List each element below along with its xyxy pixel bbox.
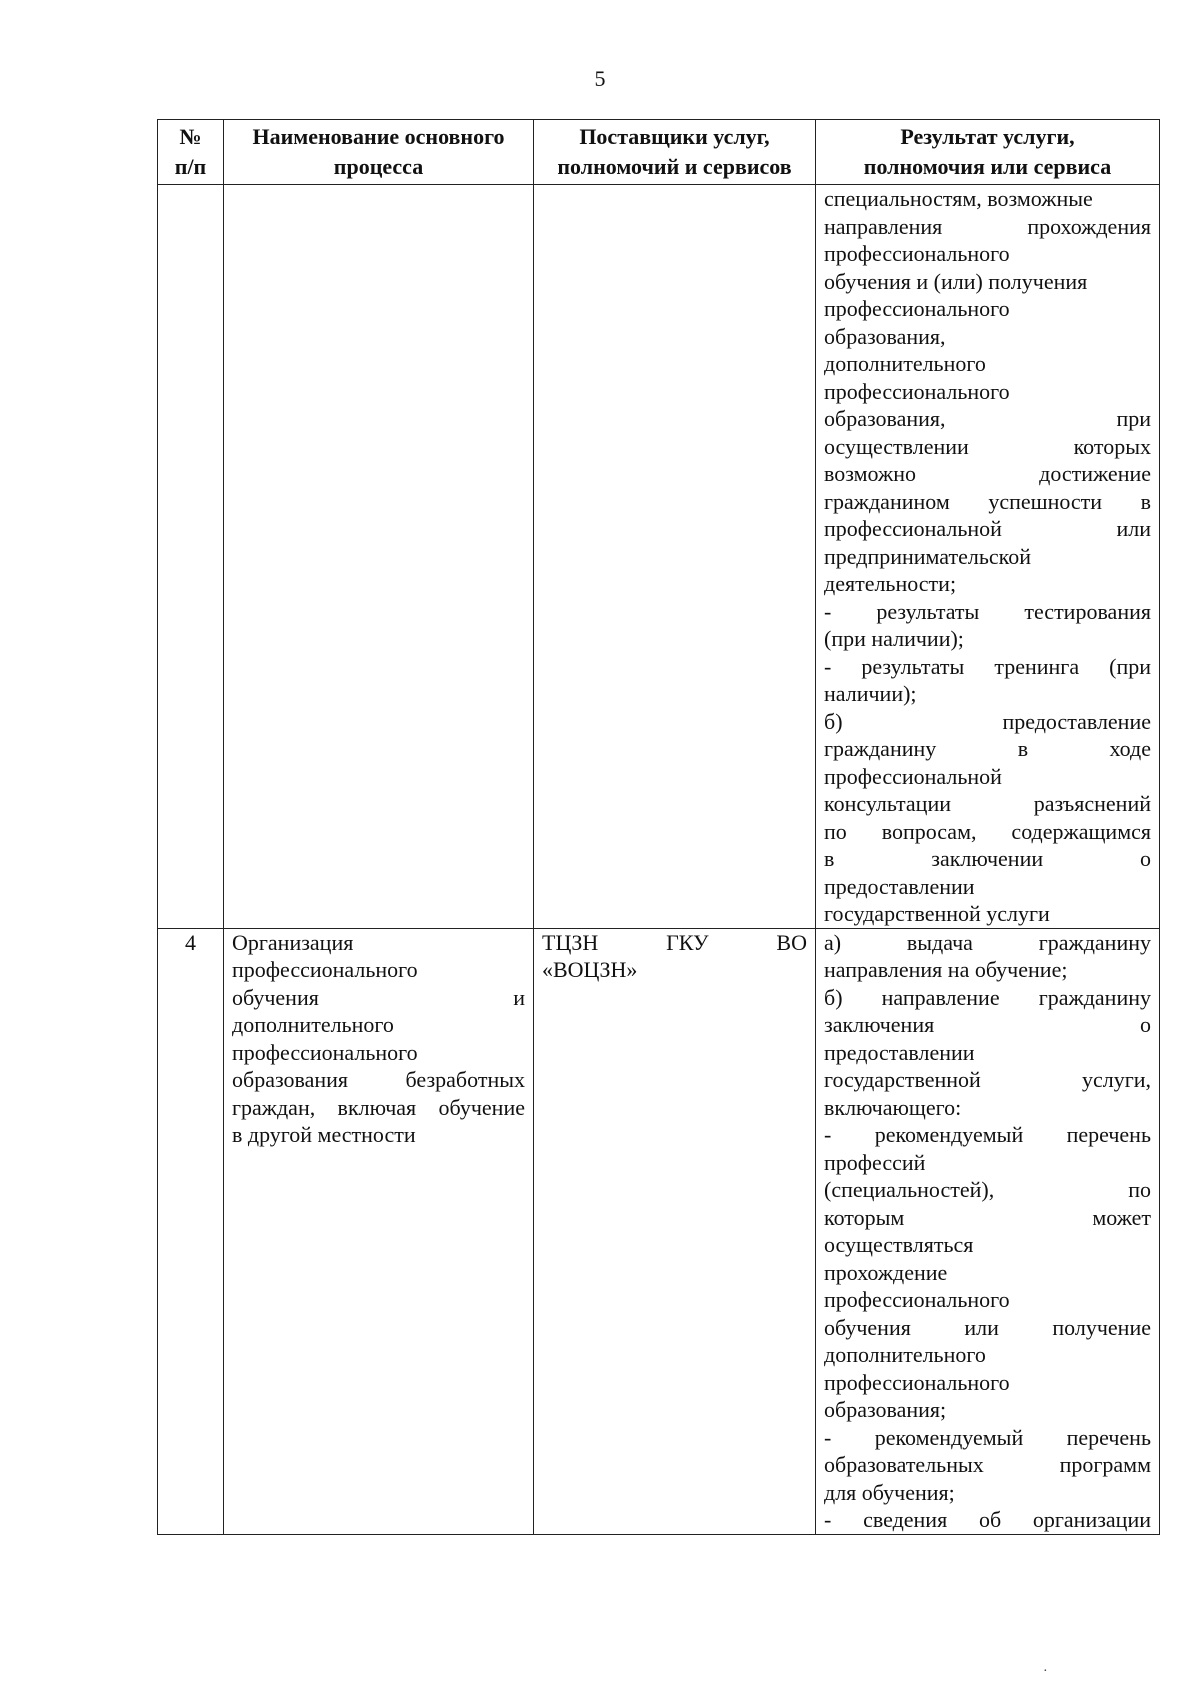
cell-provider-empty: [534, 185, 816, 929]
table-row-continuation: [158, 185, 1160, 929]
cell-process-empty: [224, 185, 534, 929]
cell-provider-4: ТЦЗН ГКУ ВО «ВОЦЗН»: [534, 928, 816, 1534]
header-process: Наименование основного процесса: [224, 120, 534, 185]
table-header-row: [158, 120, 1160, 185]
process-table: [157, 119, 1160, 1535]
header-num: № п/п: [158, 120, 224, 185]
cell-result-4: а) выдача гражданину направления на обучение; б) направление гражданину заключения о предоставлении государственной услуги, включающего: - рекомендуемый перечень профессий (специальностей), по которым может осуществляться прохождение профессионального обучения или получение дополнительного профессионального образования; - рекомендуемый перечень образовательных программ для обучения; - сведения об организации: [816, 928, 1160, 1534]
table-row-4: [158, 928, 1160, 1534]
cell-num-4: 4: [158, 928, 224, 1534]
header-result: Результат услуги, полномочия или сервиса: [816, 120, 1160, 185]
page-number: 5: [594, 66, 606, 91]
cell-process-4: Организация профессионального обучения и дополнительного профессионального образования безработных граждан, включая обучение в другой местности: [224, 928, 534, 1534]
cell-result-continuation: специальностям, возможные направления прохождения профессионального обучения и (или) получения профессионального образования, дополнительного профессионального образования, при осуществлении которых возможно достижение гражданином успешности в профессиональной или предпринимательской деятельности; - результаты тестирования (при наличии); - результаты тренинга (при наличии); б) предоставление гражданину в ходе профессиональной консультации разъяснений по вопросам, содержащимся в заключении о предоставлении государственной услуги: [816, 185, 1160, 929]
scan-mark-dot: ·: [1043, 1664, 1048, 1679]
header-providers: Поставщики услуг, полномочий и сервисов: [534, 120, 816, 185]
cell-num-empty: [158, 185, 224, 929]
